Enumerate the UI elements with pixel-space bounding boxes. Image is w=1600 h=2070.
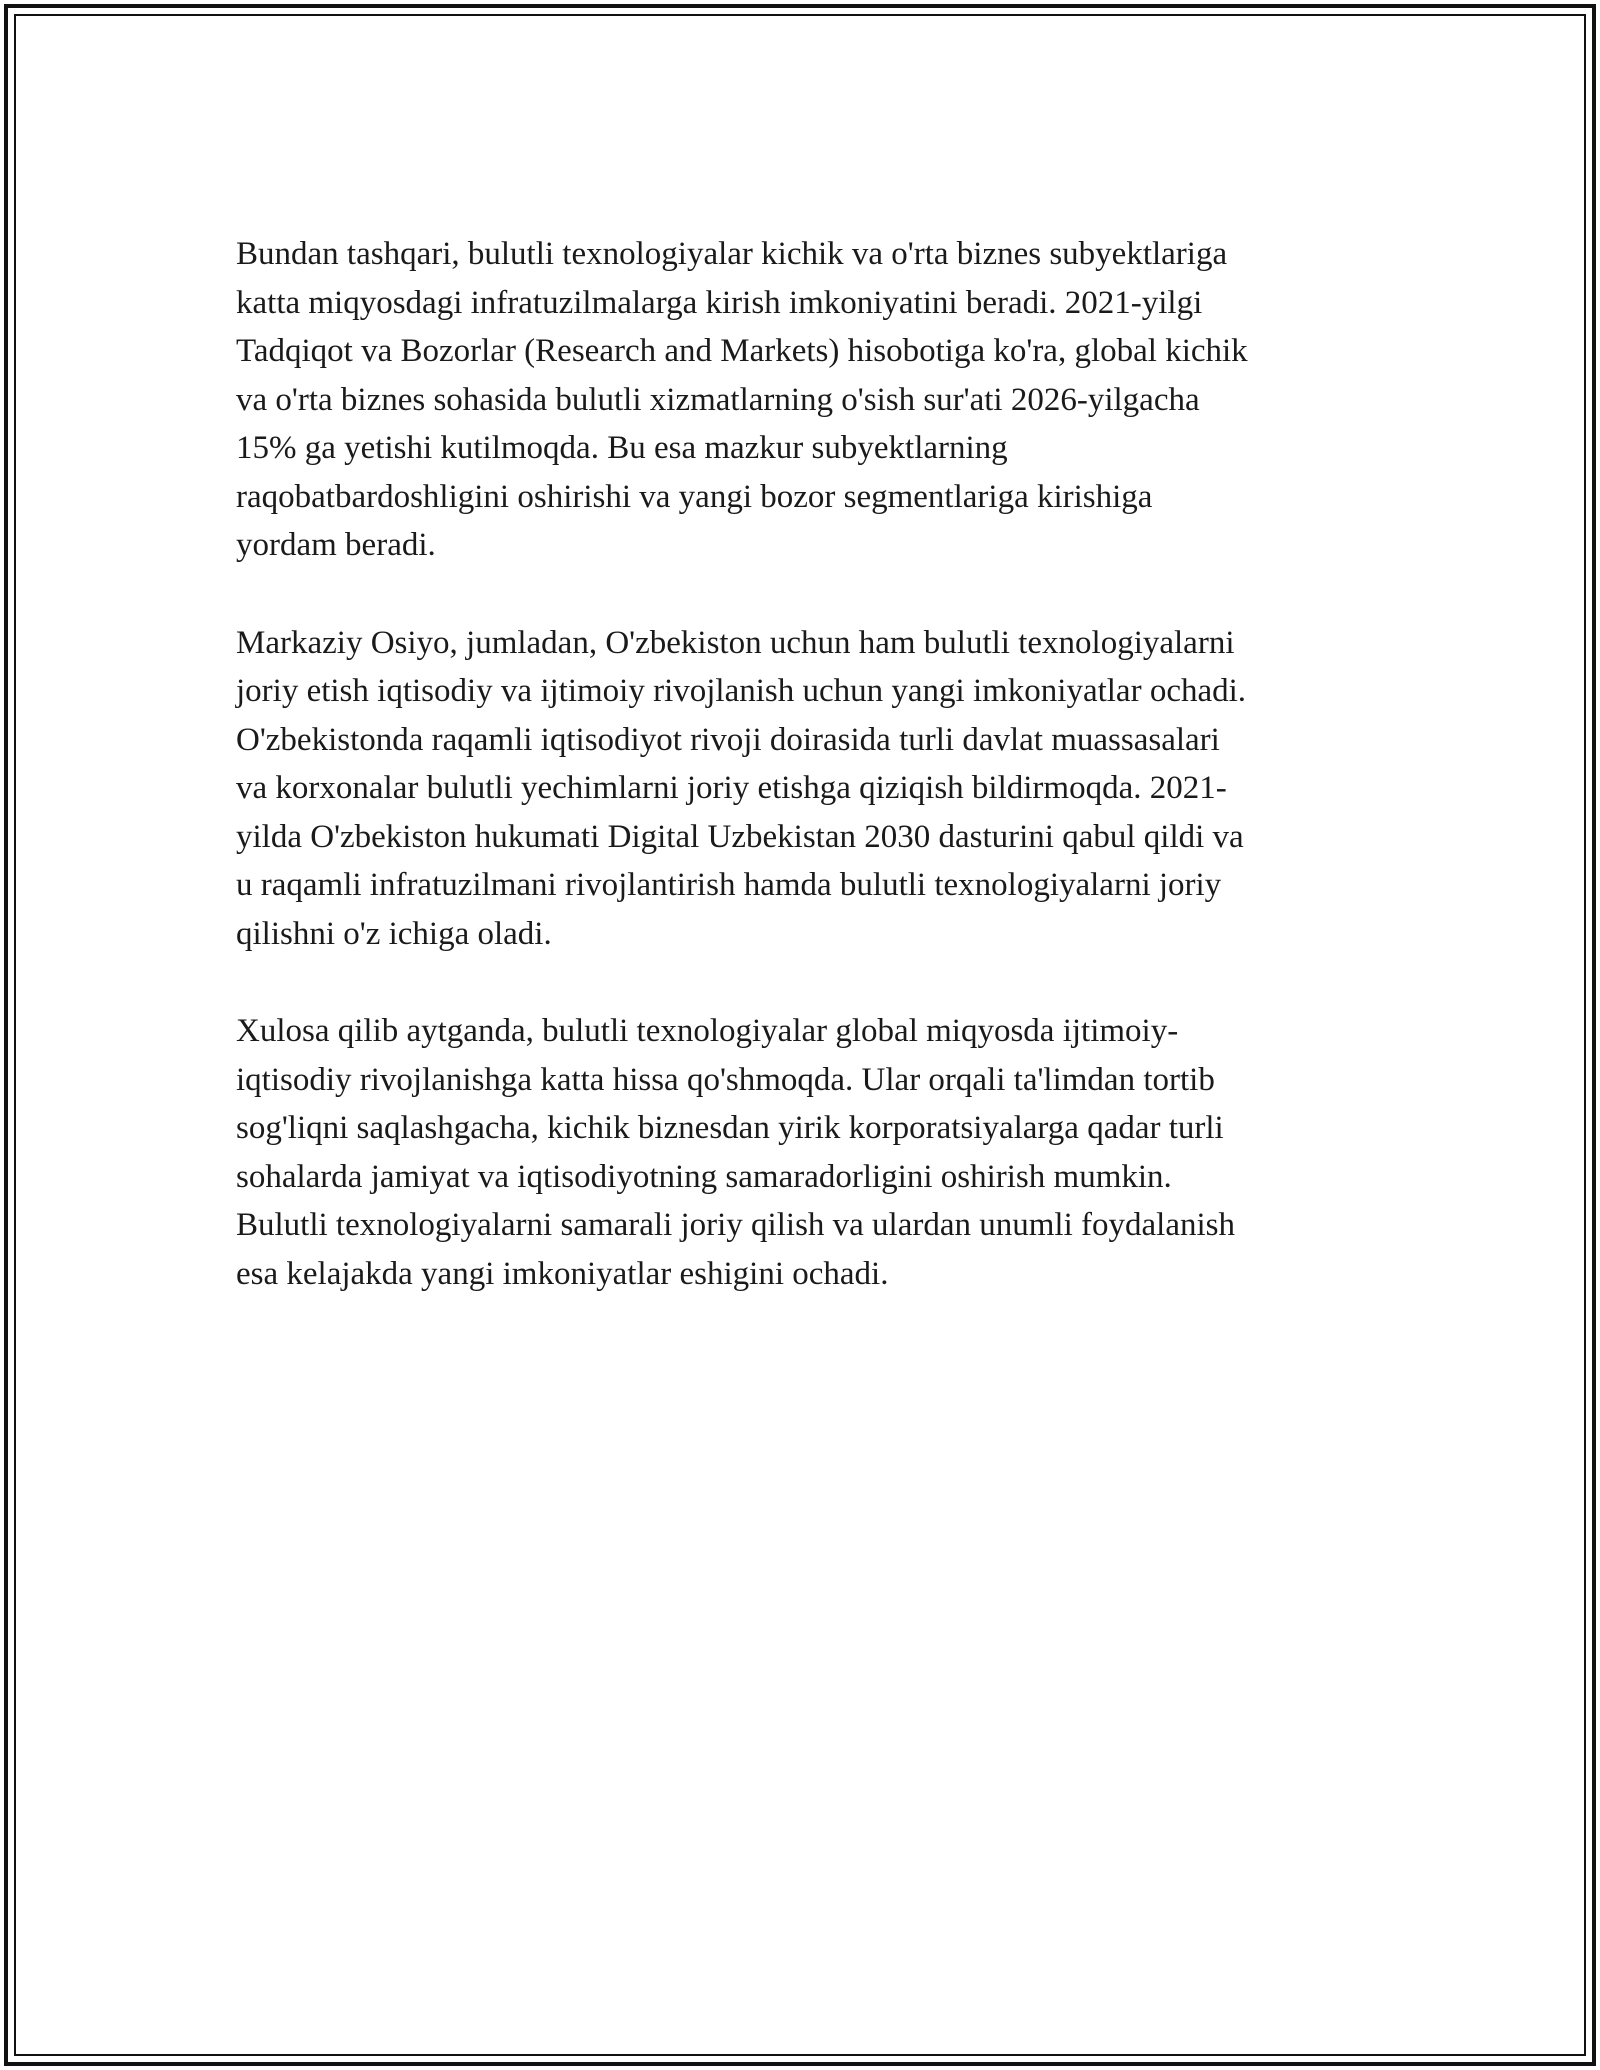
paragraph-3: [236, 1007, 1366, 1298]
text-line: esa kelajakda yangi imkoniyatlar eshigini ochadi.: [236, 1255, 889, 1292]
paragraph-1: [236, 230, 1366, 570]
text-line: va o'rta biznes sohasida bulutli xizmatlarning o'sish sur'ati 2026-yilgacha: [236, 381, 1200, 418]
text-line: raqobatbardoshligini oshirishi va yangi bozor segmentlariga kirishiga: [236, 478, 1153, 515]
text-line: joriy etish iqtisodiy va ijtimoiy rivojlanish uchun yangi imkoniyatlar ochadi.: [236, 673, 1247, 709]
text-line: u raqamli infratuzilmani rivojlantirish hamda bulutli texnologiyalarni joriy: [236, 867, 1222, 903]
text-line: yordam beradi.: [236, 527, 436, 563]
text-line: Tadqiqot va Bozorlar (Research and Markets) hisobotiga ko'ra, global kichik: [236, 333, 1248, 369]
text-line: O'zbekistonda raqamli iqtisodiyot rivoji doirasida turli davlat muassasalari: [236, 721, 1220, 758]
paragraph-2: [236, 619, 1366, 959]
text-line: katta miqyosdagi infratuzilmalarga kirish imkoniyatini beradi. 2021-yilgi: [236, 284, 1203, 321]
text-line: sohalarda jamiyat va iqtisodiyotning samaradorligini oshirish mumkin.: [236, 1158, 1172, 1195]
text-line: 15% ga yetishi kutilmoqda. Bu esa mazkur subyektlarning: [236, 430, 1008, 466]
text-line: iqtisodiy rivojlanishga katta hissa qo'shmoqda. Ular orqali ta'limdan tortib: [236, 1061, 1215, 1098]
text-line: Xulosa qilib aytganda, bulutli texnologiyalar global miqyosda ijtimoiy-: [236, 1013, 1179, 1049]
text-line: va korxonalar bulutli yechimlarni joriy etishga qiziqish bildirmoqda. 2021-: [236, 770, 1227, 806]
text-line: qilishni o'z ichiga oladi.: [236, 915, 552, 952]
text-line: Bulutli texnologiyalarni samarali joriy qilish va ulardan unumli foydalanish: [236, 1207, 1235, 1243]
text-line: Bundan tashqari, bulutli texnologiyalar kichik va o'rta biznes subyektlariga: [236, 236, 1228, 272]
document-body: [236, 230, 1366, 1347]
text-line: Markaziy Osiyo, jumladan, O'zbekiston uchun ham bulutli texnologiyalarni: [236, 624, 1235, 661]
text-line: yilda O'zbekiston hukumati Digital Uzbekistan 2030 dasturini qabul qildi va: [236, 818, 1244, 855]
text-line: sog'liqni saqlashgacha, kichik biznesdan yirik korporatsiyalarga qadar turli: [236, 1110, 1224, 1146]
